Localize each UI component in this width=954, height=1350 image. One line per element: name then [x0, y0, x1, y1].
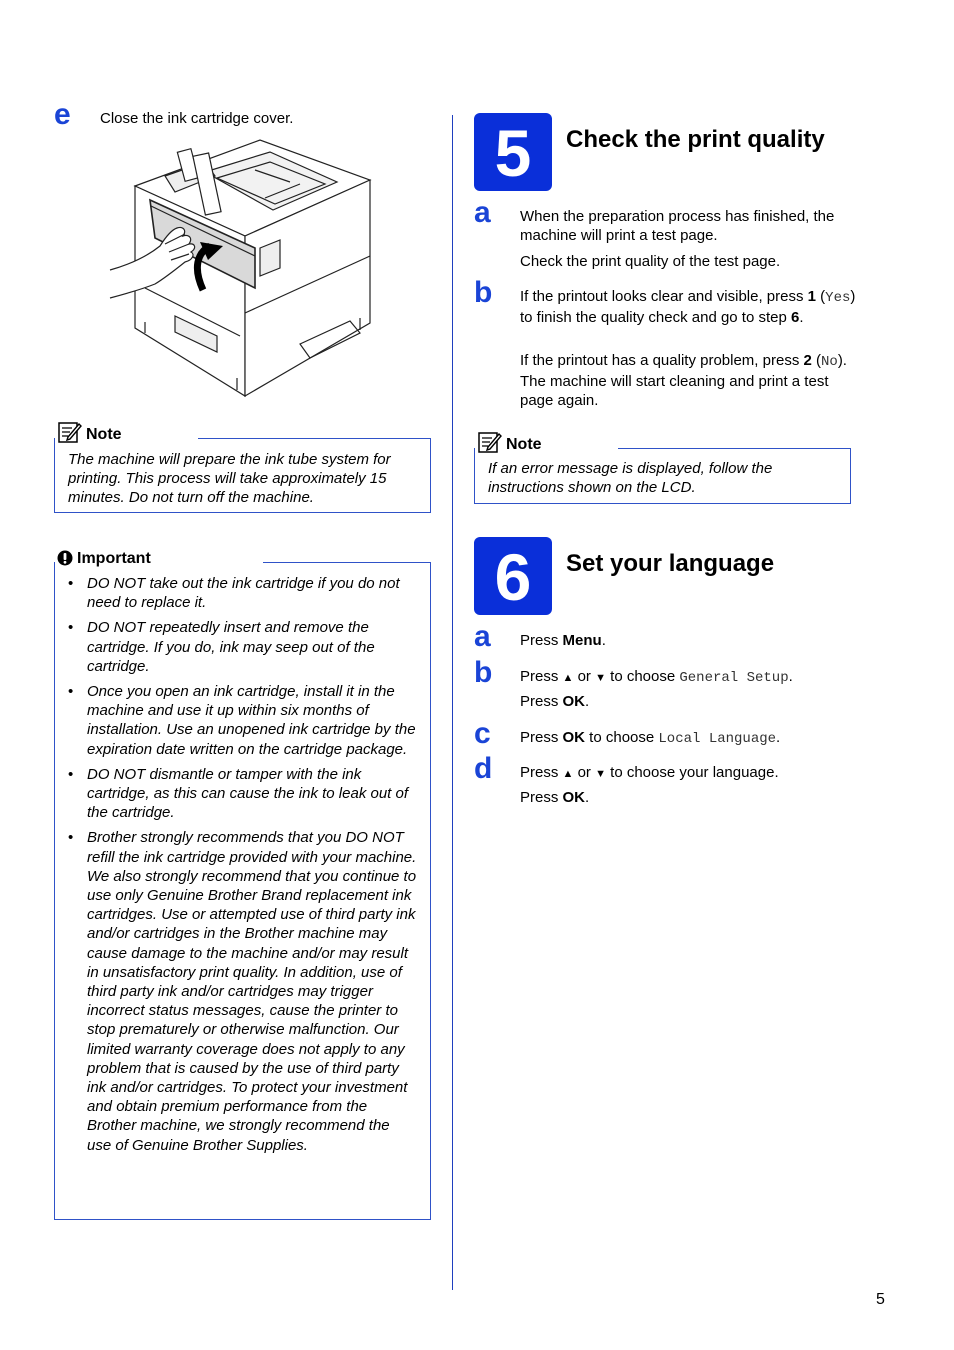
- step-6b-text-2: Press OK.: [520, 693, 590, 710]
- step-letter-d-6: d: [474, 752, 493, 785]
- note-title-2: Note: [506, 436, 542, 453]
- step-6a-text: Press Menu.: [520, 632, 606, 649]
- printer-illustration: [105, 138, 380, 400]
- note-text: The machine will prepare the ink tube system for printing. This process will take approximately 15 minutes. Do not turn off the machine.: [68, 451, 391, 506]
- section-title-check-print-quality: Check the print quality: [566, 126, 825, 153]
- important-item: • Brother strongly recommends that you DO NOT refill the ink cartridge provided with your machine. We also strongly recommend that you continue to use only Genuine Brother Brand replacement ink cartridges. Use or attempted use of third party ink and/or cartridges in the Brother machine may cause damage to the machine and/or may result in unsatisfactory print quality. In addition, use of third party ink and/or cartridges may trigger incorrect status messages, cause the printer to stop prematurely or otherwise malfunction. Our limited warranty coverage does not apply to any problem that is caused by the use of third party ink and/or cartridges. To protect your investment and obtain premium performance from the Brother machine, we strongly recommend the use of Genuine Brother Supplies.: [55, 828, 417, 1154]
- important-item: • DO NOT repeatedly insert and remove the cartridge. If you do, ink may seep out of the cartridge.: [55, 618, 417, 676]
- important-item: • DO NOT dismantle or tamper with the ink cartridge, as this can cause the ink to leak out of the cartridge.: [55, 765, 417, 823]
- step-6d-text-2: Press OK.: [520, 789, 590, 806]
- section-title-set-language: Set your language: [566, 550, 775, 577]
- important-title: Important: [77, 550, 151, 567]
- step-letter-a-6: a: [474, 620, 491, 653]
- column-divider: [452, 115, 453, 1290]
- step-6d-text: Press ▲ or ▼ to choose your language.: [520, 764, 779, 781]
- step-letter-b: b: [474, 276, 493, 309]
- step-6b-text: Press ▲ or ▼ to choose General Setup.: [520, 668, 793, 686]
- important-list: [55, 574, 417, 1161]
- step-e-text: Close the ink cartridge cover.: [100, 110, 294, 127]
- note-text-2: If an error message is displayed, follow the instructions shown on the LCD.: [488, 460, 773, 496]
- step-letter-a: a: [474, 196, 491, 229]
- note-title: Note: [86, 426, 122, 443]
- section-number-6: 6: [474, 537, 552, 615]
- step-letter-e: e: [54, 98, 71, 131]
- step-5a-text: When the preparation process has finished, the machine will print a test page.: [520, 208, 835, 244]
- step-5a-text-2: Check the print quality of the test page.: [520, 253, 781, 270]
- page-number: 5: [876, 1291, 885, 1308]
- important-item: • Once you open an ink cartridge, install it in the machine and use it up within six months of installation. Use an unopened ink cartridge by the expiration date written on the cartridge package.: [55, 682, 417, 759]
- important-item: • DO NOT take out the ink cartridge if you do not need to replace it.: [55, 574, 417, 612]
- section-number-5: 5: [474, 113, 552, 191]
- step-6c-text: Press OK to choose Local Language.: [520, 729, 781, 747]
- step-5b-text: If the printout looks clear and visible, press 1 (Yes) to finish the quality check and go to step 6.: [520, 288, 856, 326]
- step-letter-b-6: b: [474, 656, 493, 689]
- step-letter-c-6: c: [474, 717, 491, 750]
- step-5b-text-2: If the printout has a quality problem, press 2 (No). The machine will start cleaning and print a test page again.: [520, 352, 847, 409]
